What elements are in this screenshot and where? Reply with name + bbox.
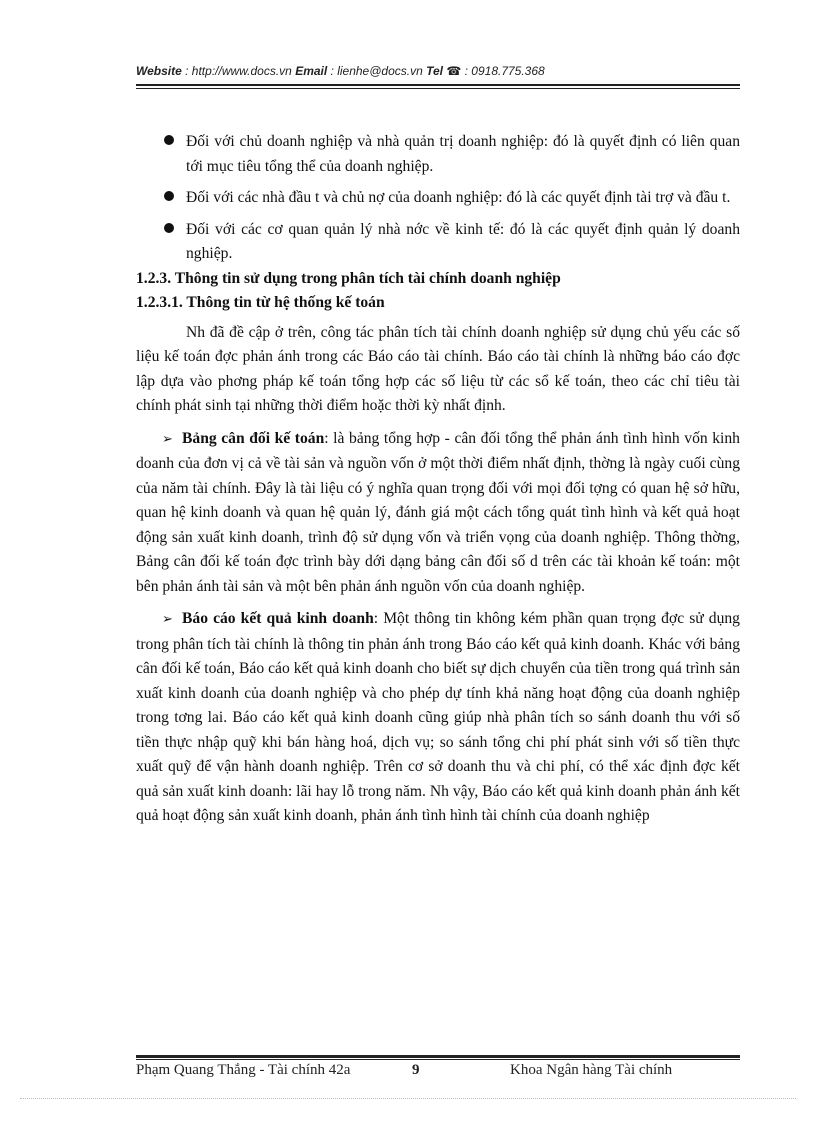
income-statement-title: Báo cáo kết quả kinh doanh <box>182 610 374 627</box>
bullet-item <box>136 186 740 211</box>
footer-department: Khoa Ngân hàng Tài chính <box>510 1062 673 1078</box>
website-value: : http://www.docs.vn <box>181 64 296 78</box>
bullet-text: Đối với các cơ quan quản lý nhà nớc về kinh tế: đó là các quyết định quản lý doanh nghiệp. <box>186 220 740 262</box>
page-header <box>136 64 740 78</box>
email-label: Email <box>295 64 328 78</box>
section-heading: 1.2.3. Thông tin sử dụng trong phân tích tài chính doanh nghiệp <box>136 269 561 287</box>
website-label: Website <box>136 64 182 78</box>
bullet-text: Đối với các nhà đầu t và chủ nợ của doanh nghiệp: đó là các quyết định tài trợ và đầu t. <box>186 189 731 206</box>
tel-value: ☎ : 0918.775.368 <box>443 64 545 78</box>
intro-paragraph: Nh đã đề cập ở trên, công tác phân tích tài chính doanh nghiệp sử dụng chủ yếu các số liệu kế toán đợc phản ánh trong các Báo cáo tài chính. Báo cáo tài chính là những báo cáo đợc lập dựa vào phơng pháp kế toán tổng hợp các số liệu từ các sổ kế toán, theo các chỉ tiêu tài chính phát sinh tại những thời điểm hoặc thời kỳ nhất định. <box>136 323 740 414</box>
document-body <box>136 130 740 837</box>
email-value: : lienhe@docs.vn <box>327 64 427 78</box>
header-divider <box>136 84 740 89</box>
footer-divider <box>136 1055 740 1060</box>
income-statement-paragraph <box>136 607 740 829</box>
footer-author: Phạm Quang Thắng - Tài chính 42a <box>136 1062 351 1078</box>
page-bottom-border <box>20 1098 796 1099</box>
tel-label: Tel <box>426 64 444 78</box>
page-number: 9 <box>412 1062 420 1078</box>
arrow-bullet-icon: ➢ <box>162 431 173 447</box>
subsection-heading: 1.2.3.1. Thông tin từ hệ thống kế toán <box>136 294 385 311</box>
balance-sheet-title: Bảng cân đối kế toán <box>182 429 325 447</box>
bullet-dot-icon <box>164 135 174 145</box>
balance-sheet-paragraph <box>136 427 740 600</box>
income-statement-text: : Một thông tin không kém phần quan trọng đợc sử dụng trong phân tích tài chính là thông tin phản ánh trong Báo cáo kết quả kinh doanh. Khác với bảng cân đối kế toán, Báo cáo kết quả kinh doanh cho biết sự dịch chuyển của tiền trong quá trình sản xuất kinh doanh của doanh nghiệp và cho phép dự tính khả năng hoạt động của doanh nghiệp trong tơng lai. Báo cáo kết quả kinh doanh cũng giúp nhà phân tích so sánh doanh thu với số tiền thực nhập quỹ khi bán hàng hoá, dịch vụ; so sánh tổng chi phí phát sinh với số tiền thực xuất quỹ để vận hành doanh nghiệp. Trên cơ sở doanh thu và chi phí, có thể xác định đợc kết quả sản xuất kinh doanh: lãi hay lỗ trong năm. Nh vậy, Báo cáo kết quả kinh doanh phản ánh kết quả hoạt động sản xuất kinh doanh, phản ánh tình hình tài chính của doanh nghiệp <box>136 610 740 824</box>
balance-sheet-text: : là bảng tổng hợp - cân đối tổng thể phản ánh tình hình vốn kinh doanh của đơn vị cả về tài sản và nguồn vốn ở một thời điểm nhất định, thờng là ngày cuối cùng của năm tài chính. Đây là tài liệu có ý nghĩa quan trọng đối với mọi đối tợng có quan hệ sở hữu, quan hệ kinh doanh và quan hệ quản lý, đánh giá một cách tổng quát tình hình và kết quả hoạt động sản xuất kinh doanh, trình độ sử dụng vốn và triển vọng của doanh nghiệp. Thông thờng, Bảng cân đối kế toán đợc trình bày dới dạng bảng cân đối số d trên các tài khoản kế toán: một bên phản ánh tài sản và một bên phản ánh nguồn vốn của doanh nghiệp. <box>136 429 740 595</box>
bullet-item <box>136 218 740 267</box>
bullet-item <box>136 130 740 179</box>
bullet-dot-icon <box>164 191 174 201</box>
bullet-text: Đối với chủ doanh nghiệp và nhà quản trị doanh nghiệp: đó là quyết định có liên quan tới mục tiêu tổng thể của doanh nghiệp. <box>186 133 740 175</box>
arrow-bullet-icon: ➢ <box>162 612 173 627</box>
bullet-dot-icon <box>164 223 174 233</box>
